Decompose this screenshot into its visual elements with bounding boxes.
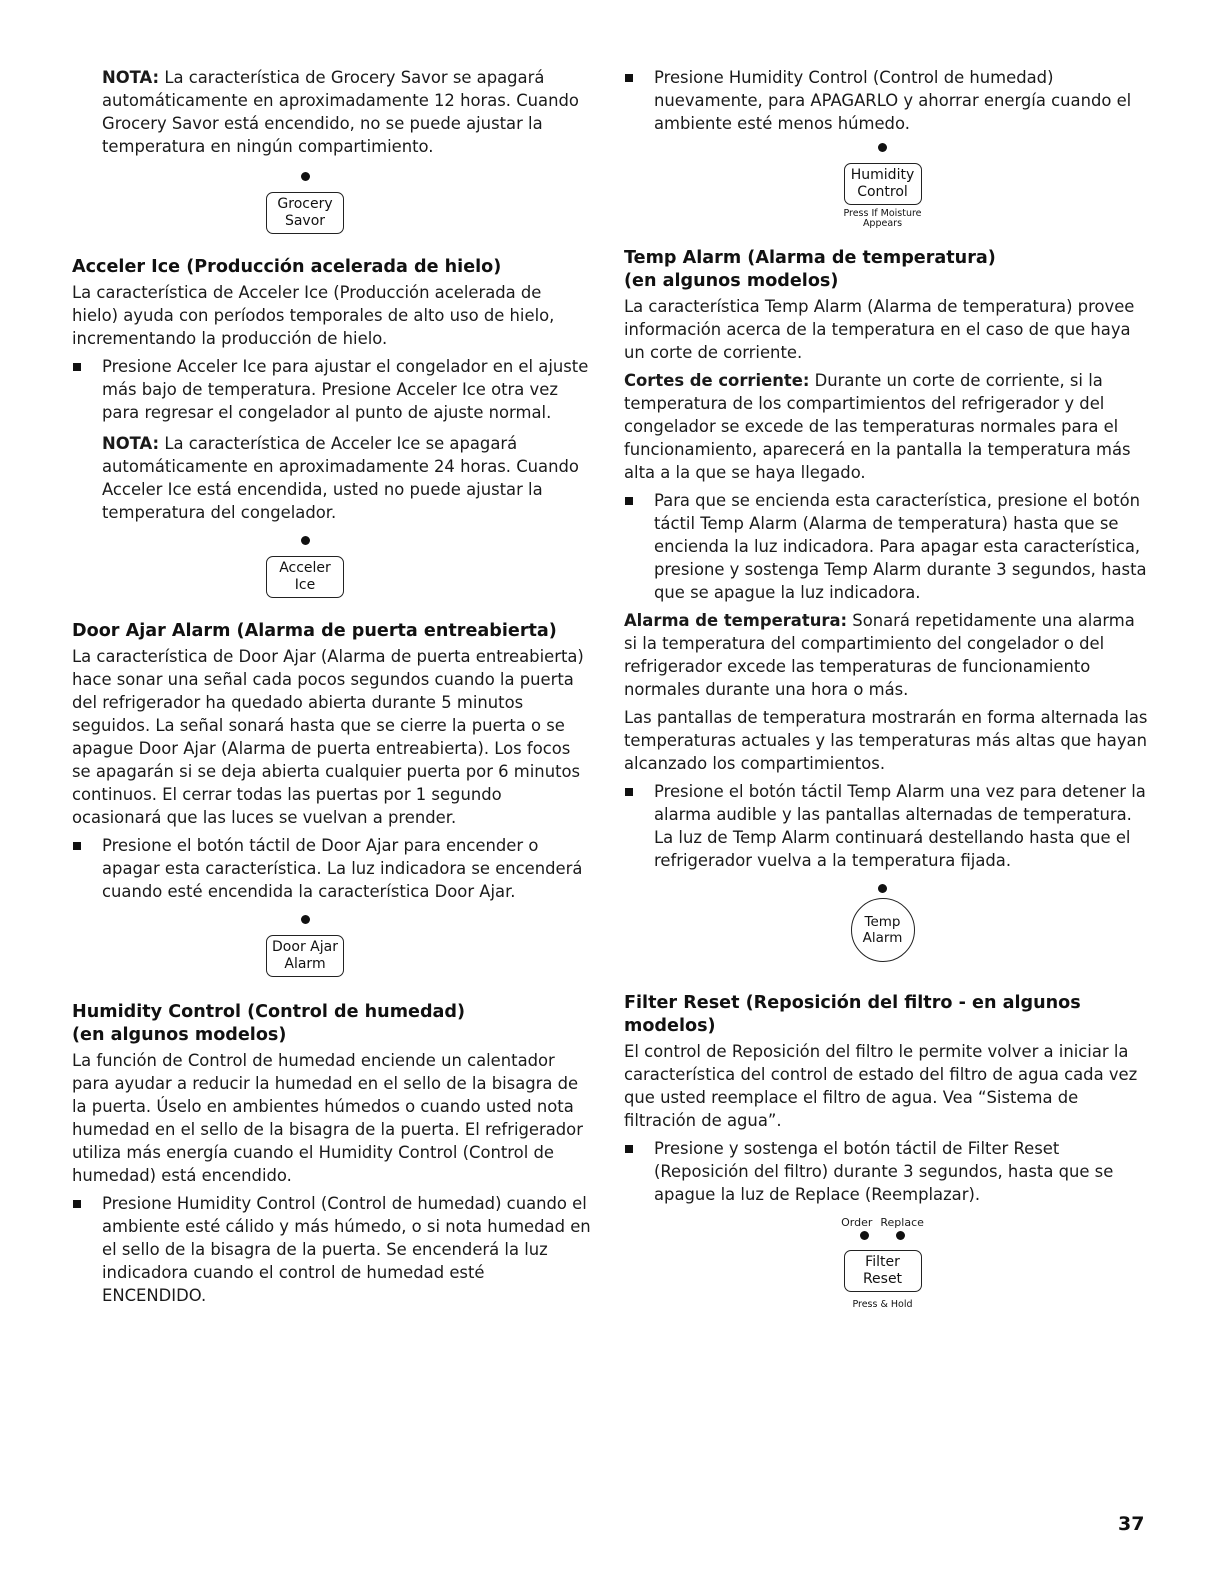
- humidity-control-button: Humidity Control: [844, 163, 922, 205]
- replace-label: Replace: [880, 1216, 924, 1229]
- order-light: [860, 1231, 869, 1240]
- temp-alarm-figure: [620, 884, 1145, 962]
- bullet-square-icon: [625, 1145, 633, 1153]
- filter-reset-figure: [620, 1216, 1145, 1310]
- humidity-control-body: La función de Control de humedad enciende un calentador para ayudar a reducir la humedad en el sello de la bisagra de la puerta. Úselo en ambientes húmedos o cuando usted nota humedad en el sello de la bisagra de la puerta. El refrigerador utiliza más energía cuando el Humidity Control (Control de humedad) está encendido.: [72, 1051, 583, 1185]
- door-ajar-body: La característica de Door Ajar (Alarma de puerta entreabierta) hace sonar una señal cada pocos segundos cuando la puerta del refrigerador ha quedado abierta durante 5 minutos seguidos. La señal sonará hasta que se cierre la puerta o se apague Door Ajar (Alarma de puerta entreabierta). Los focos se apagarán si se deja abierta cualquier puerta por 6 minutos continuos. El cerrar todas las puertas por 1 segundo ocasionará que las luces se vuelvan a prender.: [72, 647, 584, 827]
- temp-alarm-bullet-1: Para que se encienda esta característica, presione el botón táctil Temp Alarm (Alarma de temperatura) hasta que se encienda la luz indicadora. Para apagar esta característica, presione y sostenga Temp Alarm durante 3 segundos, hasta que se apague la luz indicadora.: [624, 489, 1149, 604]
- door-ajar-figure: [45, 915, 565, 977]
- page-number: 37: [1118, 1513, 1145, 1535]
- bullet-square-icon: [625, 497, 633, 505]
- left-column: [72, 66, 592, 1312]
- acceler-ice-body: La característica de Acceler Ice (Producción acelerada de hielo) ayuda con períodos temporales de alto uso de hielo, incrementando la producción de hielo.: [72, 283, 555, 348]
- door-ajar-heading: Door Ajar Alarm (Alarma de puerta entreabierta): [72, 621, 557, 641]
- humidity-control-figure: [620, 143, 1145, 229]
- bullet-square-icon: [625, 74, 633, 82]
- bullet-square-icon: [73, 1200, 81, 1208]
- indicator-light: [301, 536, 310, 545]
- order-label: Order: [841, 1216, 873, 1229]
- temp-alarm-subheading: (en algunos modelos): [624, 271, 839, 291]
- door-ajar-bullet: Presione el botón táctil de Door Ajar para encender o apagar esta característica. La luz indicadora se encenderá cuando esté encendida la característica Door Ajar.: [72, 834, 592, 903]
- temp-alarm-body: La característica Temp Alarm (Alarma de temperatura) provee información acerca de la temperatura en el caso de que haya un corte de corriente.: [624, 297, 1135, 362]
- humidity-off-bullet: Presione Humidity Control (Control de humedad) nuevamente, para APAGARLO y ahorrar energía cuando el ambiente esté menos húmedo.: [624, 66, 1149, 135]
- filter-reset-body: El control de Reposición del filtro le permite volver a iniciar la característica del control de estado del filtro de agua cada vez que usted reemplace el filtro de agua. Vea “Sistema de filtración de agua”.: [624, 1042, 1138, 1130]
- acceler-ice-heading: Acceler Ice (Producción acelerada de hielo): [72, 257, 502, 277]
- power-outage-paragraph: Cortes de corriente: Durante un corte de corriente, si la temperatura de los compartimientos del refrigerador y del congelador se excede de las temperaturas normales para el funcionamiento, aparecerá en la pantalla la temperatura más alta a la que se haya llegado.: [624, 371, 1131, 482]
- humidity-button-caption: Press If Moisture Appears: [843, 208, 922, 229]
- acceler-ice-note: NOTA: La característica de Acceler Ice se apagará automáticamente en aproximadamente 24 horas. Cuando Acceler Ice está encendida, usted no puede ajustar la temperatura del congelador.: [102, 434, 579, 522]
- temp-alarm-heading: Temp Alarm (Alarma de temperatura): [624, 248, 996, 268]
- temperature-alarm-paragraph: Alarma de temperatura: Sonará repetidamente una alarma si la temperatura del compartimiento del congelador o del refrigerador excede las temperaturas de funcionamiento normales durante una hora o más.: [624, 611, 1135, 699]
- indicator-light: [878, 884, 887, 893]
- temperature-displays-paragraph: Las pantallas de temperatura mostrarán en forma alternada las temperaturas actuales y las temperaturas más altas que hayan alcanzado los compartimientos.: [624, 708, 1148, 773]
- filter-reset-bullet: Presione y sostenga el botón táctil de Filter Reset (Reposición del filtro) durante 3 segundos, hasta que se apague la luz de Replace (Reemplazar).: [624, 1137, 1149, 1206]
- indicator-light: [301, 915, 310, 924]
- humidity-control-heading: Humidity Control (Control de humedad): [72, 1002, 466, 1022]
- replace-light: [896, 1231, 905, 1240]
- acceler-ice-figure: [45, 536, 565, 598]
- humidity-control-bullet: Presione Humidity Control (Control de humedad) cuando el ambiente esté cálido y más húmedo, o si nota humedad en el sello de la bisagra de la puerta. Se encenderá la luz indicadora cuando el control de humedad esté ENCENDIDO.: [72, 1192, 592, 1307]
- bullet-square-icon: [73, 842, 81, 850]
- temp-alarm-button: Temp Alarm: [851, 898, 915, 962]
- temp-alarm-bullet-2: Presione el botón táctil Temp Alarm una vez para detener la alarma audible y las pantallas alternadas de temperatura. La luz de Temp Alarm continuará destellando hasta que el refrigerador vuelva a la temperatura fijada.: [624, 780, 1149, 872]
- filter-status-labels: [841, 1216, 924, 1229]
- bullet-square-icon: [625, 788, 633, 796]
- right-column: [624, 66, 1149, 1310]
- indicator-light: [878, 143, 887, 152]
- acceler-ice-bullet: Presione Acceler Ice para ajustar el congelador en el ajuste más bajo de temperatura. Presione Acceler Ice otra vez para regresar el congelador al punto de ajuste normal.: [72, 355, 592, 424]
- door-ajar-button: Door Ajar Alarm: [266, 935, 344, 977]
- filter-button-caption: Press & Hold: [852, 1299, 913, 1310]
- grocery-savor-button: Grocery Savor: [266, 192, 344, 234]
- bullet-square-icon: [73, 363, 81, 371]
- humidity-control-subheading: (en algunos modelos): [72, 1025, 287, 1045]
- filter-reset-button: Filter Reset: [844, 1250, 922, 1292]
- filter-status-lights: [860, 1231, 905, 1240]
- indicator-light: [301, 172, 310, 181]
- grocery-savor-note: NOTA: La característica de Grocery Savor se apagará automáticamente en aproximadamente 12 horas. Cuando Grocery Savor está encendido, no se puede ajustar la temperatura en ningún compartimiento.: [102, 68, 579, 156]
- grocery-savor-figure: [45, 172, 565, 234]
- acceler-ice-button: Acceler Ice: [266, 556, 344, 598]
- filter-reset-heading: Filter Reset (Reposición del filtro - en algunos modelos): [624, 993, 1081, 1036]
